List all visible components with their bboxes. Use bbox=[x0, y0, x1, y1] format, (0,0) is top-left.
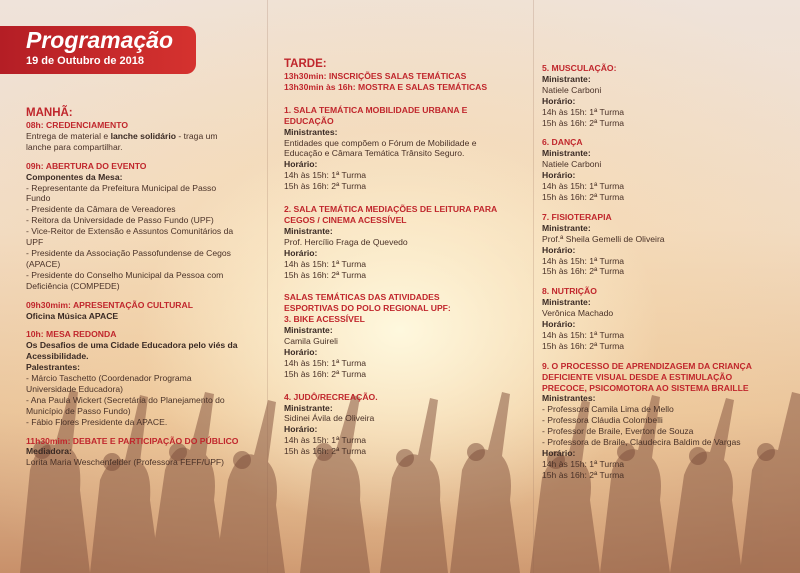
mesa-heading: Componentes da Mesa: bbox=[26, 171, 123, 182]
horario-label: Horário: bbox=[542, 319, 576, 330]
turma-2: 15h às 16h: 2ª Turma bbox=[284, 368, 367, 379]
column-afternoon bbox=[284, 58, 524, 457]
turma-1: 14h às 15h: 1ª Turma bbox=[284, 357, 367, 368]
turma-2: 15h às 16h: 2ª Turma bbox=[542, 117, 625, 128]
mesa-line: - Vice-Reitor de Extensão e Assuntos Comunitários da bbox=[26, 226, 234, 237]
turma-2: 15h às 16h: 2ª Turma bbox=[284, 181, 367, 192]
sala-9-ministrante: - Professora de Braile, Claudecira Baldim de Vargas bbox=[542, 437, 741, 448]
sala-3-heading: 3. BIKE ACESSÍVEL bbox=[284, 314, 365, 325]
sala-2-heading: 2. SALA TEMÁTICA MEDIAÇÕES DE LEITURA PARA bbox=[284, 204, 498, 215]
sala-6-heading: 6. DANÇA bbox=[542, 137, 583, 148]
turma-1: 14h às 15h: 1ª Turma bbox=[284, 170, 367, 181]
credenciamento-text-2: lanche para compartilhar. bbox=[26, 141, 123, 152]
sala-7-ministrante: Prof.ª Sheila Gemelli de Oliveira bbox=[542, 233, 665, 244]
abertura-heading: 09h: ABERTURA DO EVENTO bbox=[26, 160, 147, 171]
ministrante-label: Ministrante: bbox=[284, 225, 333, 236]
ministrantes-label: Ministrantes: bbox=[542, 393, 596, 404]
column-rooms bbox=[542, 63, 794, 481]
ministrante-label: Ministrante: bbox=[284, 402, 333, 413]
mesa-line: UPF bbox=[26, 237, 44, 248]
palestrante-line: Universidade Educadora) bbox=[26, 383, 123, 394]
sala-1-heading-2: EDUCAÇÃO bbox=[284, 115, 334, 126]
ministrante-label: Ministrante: bbox=[542, 222, 591, 233]
turma-1: 14h às 15h: 1ª Turma bbox=[542, 106, 625, 117]
mesa-redonda-theme-2: Acessibilidade. bbox=[26, 351, 89, 362]
sala-6-ministrante: Natiele Carboni bbox=[542, 159, 602, 170]
palestrante-line: - Ana Paula Wickert (Secretária do Planejamento do bbox=[26, 394, 225, 405]
sala-5-heading: 5. MUSCULAÇÃO: bbox=[542, 63, 617, 73]
mesa-line: - Presidente do Conselho Municipal da Pessoa com bbox=[26, 269, 224, 280]
polo-heading-2: ESPORTIVAS DO POLO REGIONAL UPF: bbox=[284, 303, 451, 314]
afternoon-heading: TARDE: bbox=[284, 58, 327, 70]
ministrante-label: Ministrante: bbox=[542, 297, 591, 308]
turma-2: 15h às 16h: 2ª Turma bbox=[542, 340, 625, 351]
horario-label: Horário: bbox=[284, 247, 318, 258]
palestrante-line: Município de Passo Fundo) bbox=[26, 405, 131, 416]
turma-1: 14h às 15h: 1ª Turma bbox=[542, 181, 625, 192]
turma-2: 15h às 16h: 2ª Turma bbox=[542, 191, 625, 202]
sala-4-ministrante: Sidinei Ávila de Oliveira bbox=[284, 413, 375, 424]
ministrantes-label: Ministrantes: bbox=[284, 126, 338, 137]
palestrante-line: - Márcio Taschetto (Coordenador Programa bbox=[26, 373, 192, 384]
turma-2: 15h às 16h: 2ª Turma bbox=[542, 266, 625, 277]
ministrante-label: Ministrante: bbox=[284, 325, 333, 336]
horario-label: Horário: bbox=[284, 346, 318, 357]
mesa-line: - Reitora da Universidade de Passo Fundo (UPF) bbox=[26, 215, 214, 226]
turma-2: 15h às 16h: 2ª Turma bbox=[284, 269, 367, 280]
horario-label: Horário: bbox=[542, 170, 576, 181]
horario-label: Horário: bbox=[284, 424, 318, 435]
column-morning bbox=[26, 107, 266, 468]
credenciamento-heading: 08h: CREDENCIAMENTO bbox=[26, 120, 129, 130]
turma-2: 15h às 16h: 2ª Turma bbox=[542, 469, 625, 480]
sala-9-ministrante: - Professora Camila Lima de Mello bbox=[542, 404, 674, 415]
mostra-heading: 13h30min às 16h: MOSTRA E SALAS TEMÁTICAS bbox=[284, 81, 488, 92]
horario-label: Horário: bbox=[542, 244, 576, 255]
palestrante-line: - Fábio Flores Presidente da APACE. bbox=[26, 416, 168, 427]
horario-label: Horário: bbox=[542, 95, 576, 106]
polo-heading: SALAS TEMÁTICAS DAS ATIVIDADES bbox=[284, 292, 440, 303]
turma-1: 14h às 15h: 1ª Turma bbox=[542, 255, 625, 266]
turma-1: 14h às 15h: 1ª Turma bbox=[542, 458, 625, 469]
mesa-redonda-theme: Os Desafios de uma Cidade Educadora pelo viés da bbox=[26, 340, 238, 351]
sala-5-ministrante: Natiele Carboni bbox=[542, 84, 602, 95]
sala-8-heading: 8. NUTRIÇÃO bbox=[542, 286, 597, 297]
credenciamento-text: Entrega de material e lanche solidário - traga um bbox=[26, 130, 218, 141]
mesa-line: - Presidente da Câmara de Vereadores bbox=[26, 204, 176, 215]
mediadora-heading: Mediadora: bbox=[26, 446, 72, 457]
turma-1: 14h às 15h: 1ª Turma bbox=[542, 329, 625, 340]
turma-1: 14h às 15h: 1ª Turma bbox=[284, 435, 367, 446]
horario-label: Horário: bbox=[542, 448, 576, 458]
mesa-line: - Representante da Prefeitura Municipal de Passo bbox=[26, 182, 217, 193]
sala-1-ministrantes: Entidades que compõem o Fórum de Mobilidade e bbox=[284, 137, 477, 148]
horario-label: Horário: bbox=[284, 159, 318, 170]
page-title: Programação bbox=[26, 27, 174, 53]
mesa-line: Fundo bbox=[26, 193, 51, 204]
inscricoes-heading: 13h30min: INSCRIÇÕES SALAS TEMÁTICAS bbox=[284, 71, 467, 81]
sala-9-heading: 9. O PROCESSO DE APRENDIZAGEM DA CRIANÇA bbox=[542, 360, 752, 371]
mesa-line: (APACE) bbox=[26, 258, 61, 269]
palestrantes-heading: Palestrantes: bbox=[26, 362, 80, 373]
mesa-line: Deficiência (COMPEDE) bbox=[26, 280, 120, 291]
turma-1: 14h às 15h: 1ª Turma bbox=[284, 258, 367, 269]
sala-9-ministrante: - Professora Cláudia Colombelli bbox=[542, 415, 663, 426]
sala-9-heading-2: DEFICIENTE VISUAL DESDE A ESTIMULAÇÃO bbox=[542, 371, 733, 382]
morning-heading: MANHÃ: bbox=[26, 107, 73, 119]
ministrante-label: Ministrante: bbox=[542, 73, 591, 84]
sala-8-ministrante: Verônica Machado bbox=[542, 308, 614, 319]
sala-9-ministrante: - Professor de Braile, Everton de Souza bbox=[542, 426, 694, 437]
sala-4-heading: 4. JUDÔ/RECREAÇÃO. bbox=[284, 391, 378, 402]
sala-3-ministrante: Camila Guireli bbox=[284, 336, 338, 347]
event-date: 19 de Outubro de 2018 bbox=[26, 55, 144, 67]
sala-2-heading-2: CEGOS / CINEMA ACESSÍVEL bbox=[284, 214, 407, 225]
cultural-text: Oficina Música APACE bbox=[26, 310, 119, 321]
sala-1-heading: 1. SALA TEMÁTICA MOBILIDADE URBANA E bbox=[284, 104, 468, 115]
turma-2: 15h às 16h: 2ª Turma bbox=[284, 446, 367, 457]
mesa-redonda-heading: 10h: MESA REDONDA bbox=[26, 329, 117, 340]
sala-2-ministrante: Prof. Hercílio Fraga de Quevedo bbox=[284, 236, 408, 247]
mediadora-text: Lorita Maria Weschenfelder (Professora FEFF/UPF) bbox=[26, 457, 225, 468]
ministrante-label: Ministrante: bbox=[542, 148, 591, 159]
sala-9-heading-3: PRECOCE, PSICOMOTORA AO SISTEMA BRAILLE bbox=[542, 382, 749, 393]
mesa-line: - Presidente da Associação Passofundense de Cegos bbox=[26, 247, 231, 258]
sala-1-ministrantes-2: Educação e Câmara Temática Trânsito Seguro. bbox=[284, 148, 465, 159]
cultural-heading: 09h30mim: APRESENTAÇÃO CULTURAL bbox=[26, 299, 193, 310]
sala-7-heading: 7. FISIOTERAPIA bbox=[542, 211, 612, 222]
debate-heading: 11h30mim: DEBATE E PARTICIPAÇÃO DO PÚBLICO bbox=[26, 435, 239, 446]
